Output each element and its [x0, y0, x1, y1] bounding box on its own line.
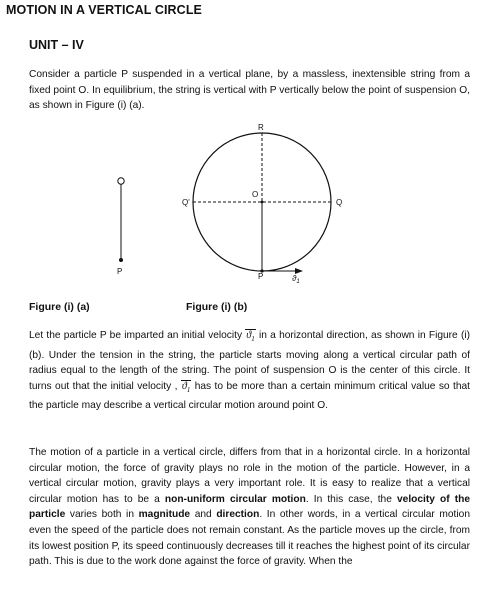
label-q-left: Q' — [182, 198, 190, 207]
suspension-point-o — [118, 178, 124, 184]
paragraph-initial-velocity: Let the particle P be imparted an initial velocity $ϑ_1$ in a horizontal direction, as shown in Figure (i) (b). Under the tension in the string, the particle starts moving along a vertical circular path of radius equal to the length of the string. The point of suspension O is the center of this circle. It turns out that the initial velocity , $ϑ_1$ has to be more than a certain minimum critical value so that the particle may describe a vertical circular motion around point O. — [29, 330, 470, 412]
label-o-b: O — [252, 190, 259, 199]
label-q-right: Q — [336, 198, 343, 207]
figure-a — [117, 178, 124, 276]
particle-p — [119, 258, 123, 262]
figure-b — [182, 123, 342, 285]
center-point-o — [261, 201, 264, 204]
label-velocity: $ϑ_1$ — [292, 274, 300, 285]
label-r: R — [258, 123, 264, 132]
paragraph-non-uniform: The motion of a particle in a vertical circle, differs from that in a horizontal circle. In a horizontal circular motion, the force of gravity plays no role in the motion of the particle. However, in a vertical circular motion, gravity plays a very important role. It is easy to realize that a vertical circular motion has to be a non-uniform circular motion. In this case, the velocity of the particle varies both in magnitude and direction. In other words, in a vertical circular motion even the speed of the particle does not remain constant. As the particle moves up the circle, from its lowest position P, its speed continuously decreases till it reaches the highest point of its circular path. This is due to the work done against the force of gravity. When the — [29, 447, 471, 568]
page-title: MOTION IN A VERTICAL CIRCLE — [6, 3, 202, 17]
velocity-symbol: $ϑ_1$ — [245, 328, 256, 348]
label-p-a: P — [117, 267, 123, 276]
caption-figure-a: Figure (i) (a) — [29, 301, 90, 313]
unit-heading: UNIT – IV — [29, 38, 84, 52]
label-p-b: P — [258, 272, 264, 281]
caption-figure-b: Figure (i) (b) — [186, 301, 248, 313]
velocity-symbol-2: $ϑ_1$ — [181, 379, 192, 399]
figure-diagram — [0, 110, 489, 300]
paragraph-intro: Consider a particle P suspended in a vertical plane, by a massless, inextensible string from a fixed point O. In equilibrium, the string is vertical with P vertically below the point of suspension O, as shown in Figure (i) (a). — [29, 69, 470, 112]
